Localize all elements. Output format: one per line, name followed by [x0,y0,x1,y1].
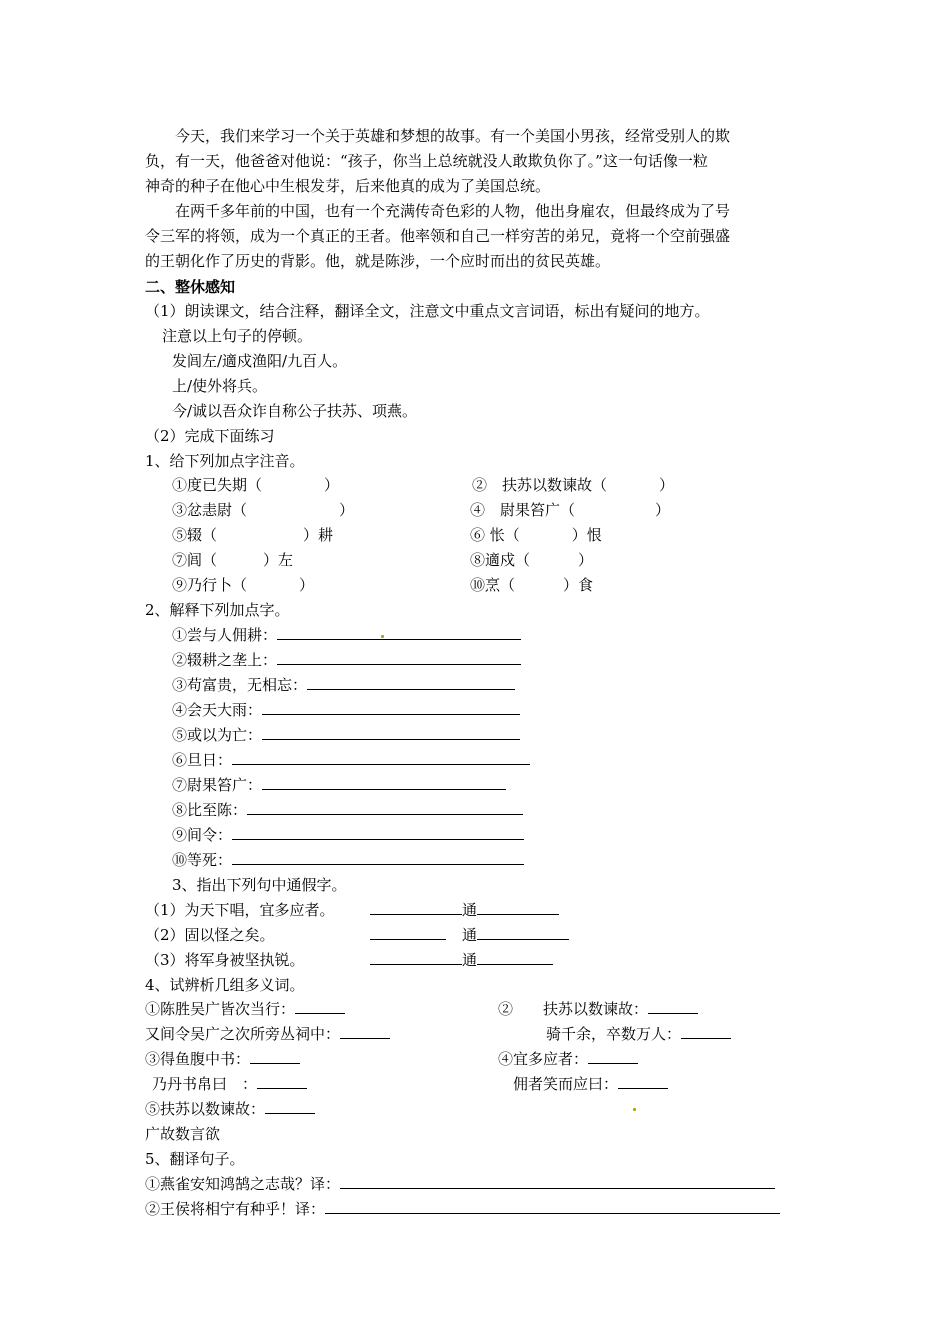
q1-item: ⑩烹（ ）食 [470,576,594,594]
q3-item: （2）固以怪之矣。 [145,926,275,944]
q1-title: 1、给下列加点字注音。 [145,452,305,470]
answer-blank[interactable] [307,674,515,690]
answer-blank[interactable] [265,1098,315,1114]
q2-item: ⑤或以为亡： [172,724,520,746]
answer-blank[interactable] [370,924,446,940]
q4-item-right: 骑千余，卒数万人： [546,1023,731,1045]
section2-heading: 二、整休感知 [145,278,236,296]
intro-paragraph1-line1: 今天，我们来学习一个关于英雄和梦想的故事。有一个美国小男孩，经常受别人的欺 [175,127,731,145]
answer-blank[interactable] [681,1023,731,1039]
answer-blank[interactable] [340,1173,775,1189]
answer-blank[interactable] [370,899,462,915]
intro-paragraph2-line1: 在两千多年前的中国，也有一个充满传奇色彩的人物，他出身雇农，但最终成为了号 [175,202,731,220]
q4-title: 4、试辨析几组多义词。 [145,976,305,994]
q5-item: ②王侯将相宁有种乎！译： [145,1198,780,1220]
answer-blank[interactable] [588,1048,638,1064]
q1-item: ③忿恚尉（ ） [172,501,355,519]
q2-item: ③苟富贵，无相忘： [172,674,515,696]
q1-item: ⑥ 怅（ ）恨 [470,526,602,544]
intro-paragraph1-line2: 负，有一天，他爸爸对他说：“孩子，你当上总统就没人敢欺负你了。”这一句话像一粒 [145,152,708,170]
pause-sentence: 发闾左/適戍渔阳/九百人。 [172,352,348,370]
q1-item: ⑨乃行卜（ ） [172,576,315,594]
q2-title: 2、解释下列加点字。 [145,601,290,619]
q4-item-left: ⑤扶苏以数谏故： [145,1098,315,1120]
q2-item: ②辍耕之垄上： [172,649,521,671]
answer-blank[interactable] [277,649,521,665]
answer-blank[interactable] [648,998,698,1014]
q4-item-right: ② 扶苏以数谏故： [498,998,698,1020]
q4-item-left: ③得鱼腹中书： [145,1048,300,1070]
answer-blank[interactable] [295,998,345,1014]
answer-blank[interactable] [262,774,506,790]
pause-sentence: 今/诚以吾众诈自称公子扶苏、项燕。 [172,402,418,420]
q3-item: （1）为天下唱，宜多应者。 [145,901,335,919]
q1-item: ② 扶苏以数谏故（ ） [472,476,675,494]
section2-task1: （1）朗读课文，结合注释，翻译全文，注意文中重点文言词语，标出有疑问的地方。 [145,302,710,320]
q3-item: （3）将军身被坚执锐。 [145,951,305,969]
q2-item: ⑦尉果笞广： [172,774,506,796]
stray-dot [381,635,384,638]
q4-item-right: 佣者笑而应曰： [513,1073,668,1095]
answer-blank[interactable] [477,924,569,940]
section2-task2: （2）完成下面练习 [145,427,275,445]
answer-blank[interactable] [257,1073,307,1089]
q4-item-left: 又间令吴广之次所旁丛祠中： [145,1023,390,1045]
q2-item: ⑧比至陈： [172,799,523,821]
q2-item: ④会天大雨： [172,699,520,721]
answer-blank[interactable] [325,1198,780,1214]
pause-sentence: 上/使外将兵。 [172,377,268,395]
answer-blank[interactable] [232,849,524,865]
q3-title: 3、指出下列句中通假字。 [172,876,347,894]
answer-blank[interactable] [250,1048,300,1064]
intro-paragraph1-line3: 神奇的种子在他心中生根发芽，后来他真的成为了美国总统。 [145,177,551,195]
q4-item-left: 乃丹书帛曰 ： [152,1073,307,1095]
q1-item: ④ 尉果笞广（ ） [470,501,671,519]
q3-answer: 通 [370,949,553,971]
intro-paragraph2-line2: 令三军的将领，成为一个真正的王者。他率领和自己一样穷苦的弟兄，竟将一个空前强盛 [145,227,731,245]
q2-item: ⑩等死： [172,849,524,871]
answer-blank[interactable] [262,699,520,715]
q1-item: ⑦闾（ ）左 [172,551,294,569]
answer-blank[interactable] [370,949,462,965]
q5-title: 5、翻译句子。 [145,1150,245,1168]
q2-item: ⑨间令： [172,824,524,846]
answer-blank[interactable] [262,724,520,740]
answer-blank[interactable] [247,799,523,815]
q1-item: ①度已失期（ ） [172,476,340,494]
answer-blank[interactable] [232,824,524,840]
answer-blank[interactable] [618,1073,668,1089]
section2-note: 注意以上句子的停顿。 [162,327,313,345]
answer-blank[interactable] [232,749,530,765]
q1-item: ⑤辍（ ）耕 [172,526,334,544]
q2-item: ①尝与人佣耕： [172,624,521,646]
q5-item: ①燕雀安知鸿鹄之志哉？译： [145,1173,775,1195]
answer-blank[interactable] [340,1023,390,1039]
answer-blank[interactable] [477,949,553,965]
q4-item-left: ①陈胜吴广皆次当行： [145,998,345,1020]
answer-blank[interactable] [277,624,521,640]
q2-item: ⑥旦日： [172,749,530,771]
q3-answer: 通 [370,924,569,946]
q4-item-right: ④宜多应者： [498,1048,638,1070]
q3-answer: 通 [370,899,559,921]
q1-item: ⑧適戍（ ） [470,551,594,569]
q4-item-left: 广故数言欲 [145,1125,221,1143]
stray-dot [633,1108,636,1111]
intro-paragraph2-line3: 的王朝化作了历史的背影。他，就是陈涉，一个应时而出的贫民英雄。 [145,252,611,270]
answer-blank[interactable] [477,899,559,915]
